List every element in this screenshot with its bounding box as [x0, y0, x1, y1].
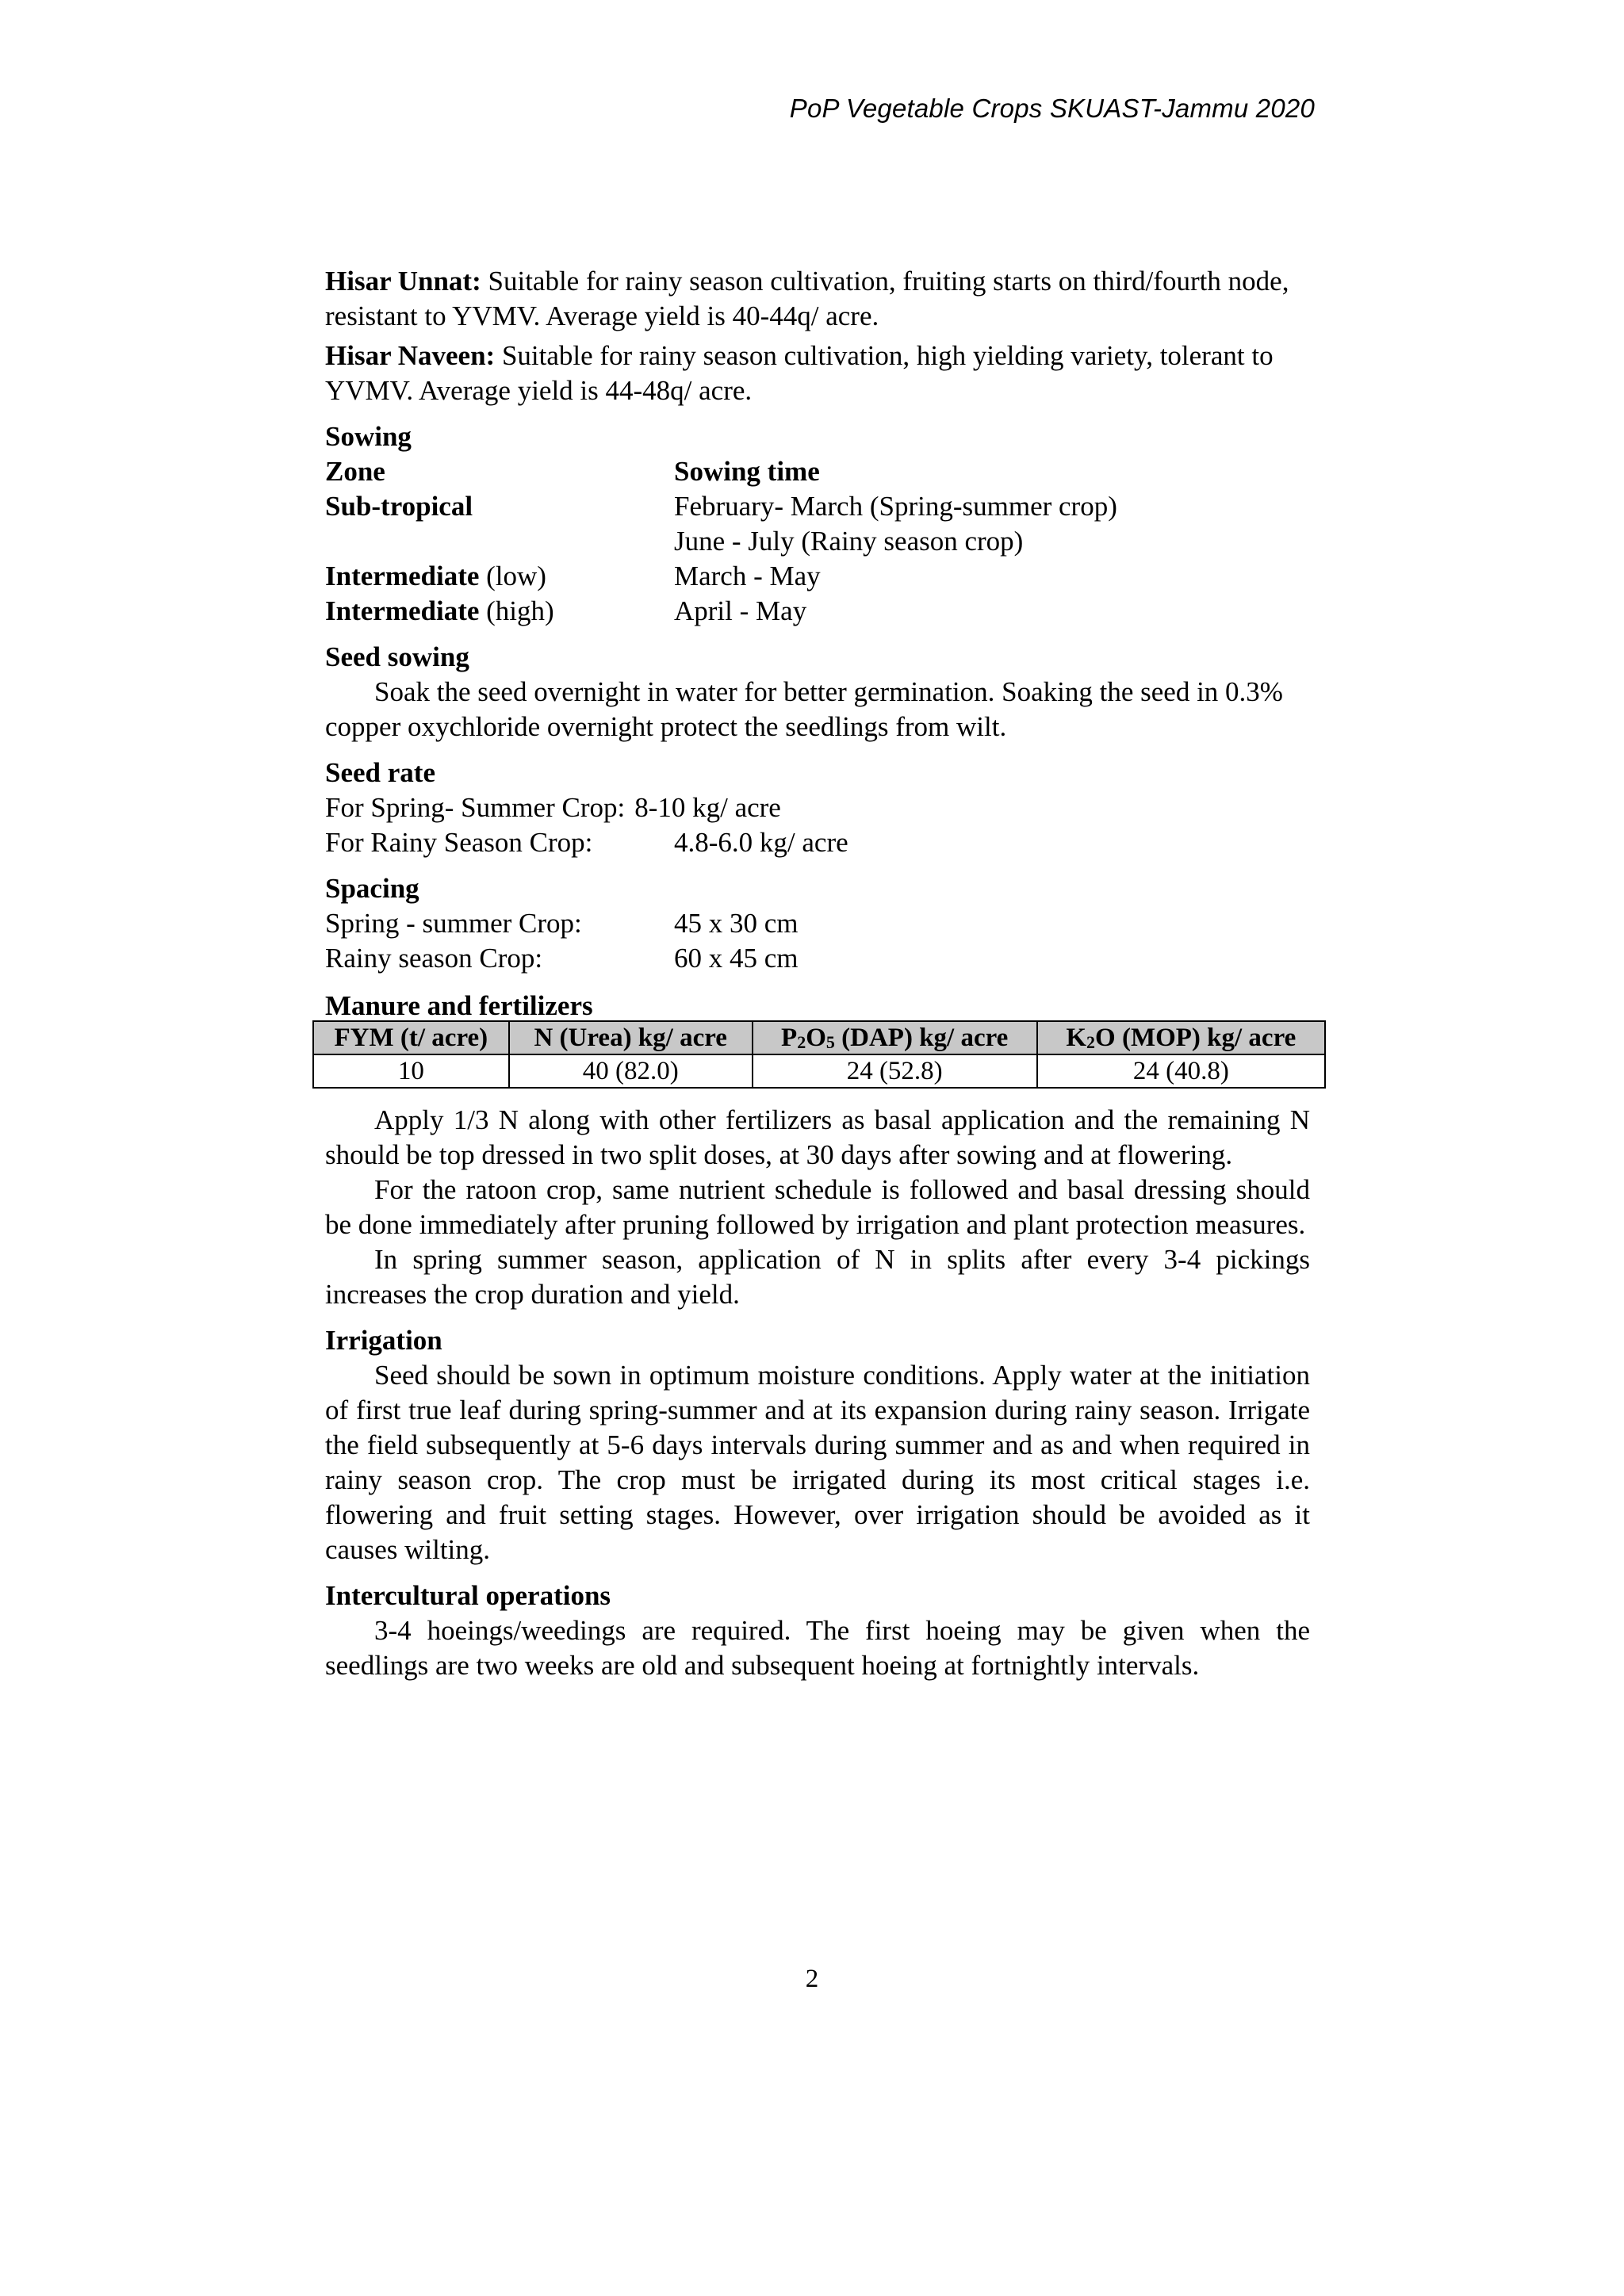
variety-description: Suitable for rainy season cultivation, fruiting starts on third/fourth node, resistant to YVMV. Average yield is 40-44q/ acre. [325, 266, 1289, 331]
zone-cell: Intermediate (low) [325, 561, 546, 591]
seed-rate-row [325, 825, 1310, 860]
sowing-row [325, 489, 1310, 524]
fertilizer-table-row [313, 1054, 1325, 1088]
potassium-column-header: $K_2O$ (MOP) kg/ acre [1037, 1021, 1325, 1054]
zone-cell: Intermediate (high) [325, 595, 554, 626]
spacing-label: Rainy season Crop: [325, 943, 543, 974]
page-number: 2 [805, 1965, 819, 1993]
running-header: PoP Vegetable Crops SKUAST-Jammu 2020 [789, 94, 1315, 123]
spacing-label: Spring - summer Crop: [325, 908, 582, 939]
variety-description: Suitable for rainy season cultivation, high yielding variety, tolerant to YVMV. Average yield is 44-48q/ acre. [325, 340, 1274, 406]
sowing-time-cell: June - July (Rainy season crop) [674, 526, 1024, 557]
manure-paragraph: Apply 1/3 N along with other fertilizers as basal application and the remaining N should be top dressed in two split doses, at 30 days after sowing and at flowering. [325, 1104, 1310, 1170]
nitrogen-value: 40 (82.0) [509, 1054, 753, 1088]
sowing-time-column-header: Sowing time [674, 456, 820, 487]
spacing-value: 60 x 45 cm [674, 943, 799, 974]
variety-hisar-naveen [325, 339, 1310, 408]
irrigation-text: Seed should be sown in optimum moisture conditions. Apply water at the initiation of first true leaf during spring-summer and at its expansion during rainy season. Irrigate the field subsequently at 5-6 days intervals during summer and as and when required in rainy season crop. The crop must be irrigated during its most critical stages i.e. flowering and fruit setting stages. However, over irrigation should be avoided as it causes wilting. [325, 1360, 1310, 1565]
sowing-time-cell: February- March (Spring-summer crop) [674, 491, 1117, 522]
page-content [325, 264, 1310, 1683]
zone-cell [325, 524, 674, 559]
variety-name: Hisar Unnat: [325, 266, 481, 297]
variety-name: Hisar Naveen: [325, 340, 496, 371]
phosphorus-column-header: $P_2O_5$ (DAP) kg/ acre [753, 1021, 1037, 1054]
seed-rate-value: 4.8-6.0 kg/ acre [674, 827, 848, 858]
seed-rate-label: For Spring- Summer Crop: [325, 792, 626, 823]
nitrogen-column-header: N (Urea) kg/ acre [509, 1021, 753, 1054]
fertilizer-table-header [313, 1021, 1325, 1054]
sowing-time-cell: March - May [674, 561, 821, 591]
spacing-value: 45 x 30 cm [674, 908, 799, 939]
intercultural-text: 3-4 hoeings/weedings are required. The first hoeing may be given when the seedlings are two weeks are old and subsequent hoeing at fortnightly intervals. [325, 1615, 1310, 1681]
zone-column-header: Zone [325, 456, 385, 487]
seed-rate-heading: Seed rate [325, 757, 435, 788]
sowing-time-cell: April - May [674, 595, 807, 626]
seed-rate-value: 8-10 kg/ acre [634, 792, 781, 823]
potassium-value: 24 (40.8) [1037, 1054, 1325, 1088]
manure-heading: Manure and fertilizers [325, 990, 593, 1021]
spacing-row [325, 941, 1310, 976]
sowing-row [325, 524, 1310, 559]
seed-rate-label: For Rainy Season Crop: [325, 827, 593, 858]
sowing-heading: Sowing [325, 421, 412, 452]
seed-rate-row [325, 790, 1310, 825]
zone-cell: Sub-tropical [325, 491, 473, 522]
manure-paragraph: In spring summer season, application of N in splits after every 3-4 pickings increases the crop duration and yield. [325, 1244, 1310, 1310]
sowing-row [325, 594, 1310, 629]
seed-sowing-text: Soak the seed overnight in water for better germination. Soaking the seed in 0.3% copper oxychloride overnight protect the seedlings from wilt. [325, 676, 1283, 742]
irrigation-heading: Irrigation [325, 1325, 442, 1356]
manure-paragraph: For the ratoon crop, same nutrient schedule is followed and basal dressing should be done immediately after pruning followed by irrigation and plant protection measures. [325, 1174, 1310, 1240]
seed-sowing-heading: Seed sowing [325, 641, 469, 672]
phosphorus-value: 24 (52.8) [753, 1054, 1037, 1088]
intercultural-heading: Intercultural operations [325, 1580, 611, 1611]
spacing-heading: Spacing [325, 873, 419, 904]
fym-column-header: FYM (t/ acre) [313, 1021, 509, 1054]
variety-hisar-unnat [325, 264, 1310, 334]
sowing-table-header [325, 454, 1310, 489]
sowing-row [325, 559, 1310, 594]
fertilizer-table [312, 1020, 1326, 1089]
spacing-row [325, 906, 1310, 941]
fym-value: 10 [313, 1054, 509, 1088]
